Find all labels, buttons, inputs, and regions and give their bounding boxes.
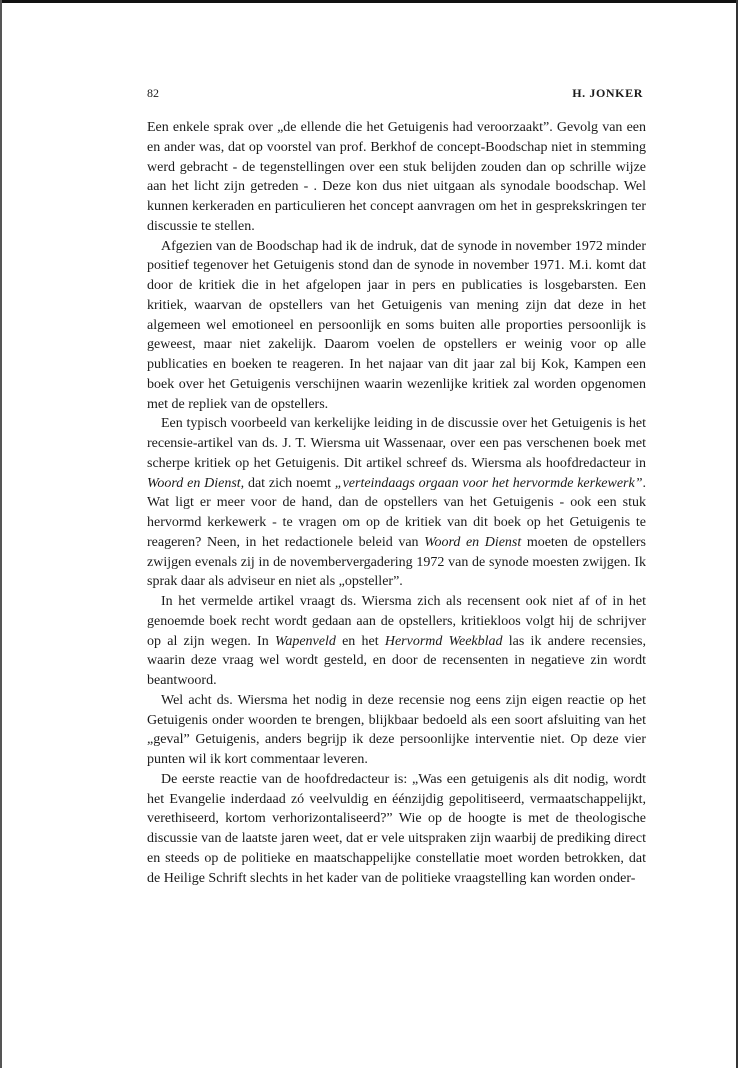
text-span: De eerste reactie van de hoofdredacteur is: „Was een getuigenis als dit nodig, wordt het Evangelie inderdaad zó veelvuldig en éénzijdig gepolitiseerd, vermaatschappelijkt, verethiseerd, kortom verhorizontaliseerd?” Wie op de hoogte is met de theologische discussie van de laatste jaren weet, dat er vele uitspraken zijn waarbij de prediking direct en steeds op de politieke en maatschappelijke constellatie moet worden betrokken, dat de Heilige Schrift slechts in het kader van de politieke vraagstelling kan worden onder- (147, 771, 646, 886)
italic-text: Woord en Dienst, (147, 475, 245, 491)
text-span: moeten de opstellers zwijgen evenals zij in de novembervergadering 1972 van de synode moesten zwijgen. Ik sprak daar als adviseur en niet als „opsteller”. (147, 534, 646, 590)
paragraph (147, 592, 646, 691)
paragraph (147, 770, 646, 889)
italic-text: Woord en Dienst (424, 534, 522, 550)
text-span: . Wat ligt er meer voor de hand, dan de opstellers van het Getuigenis - ook een stuk hervormd kerkewerk - te vragen om op de kritiek van dit boek op het Getuigenis te reageren? Neen, in het redactionele beleid van (147, 475, 647, 550)
body-text (147, 118, 646, 888)
text-span: Wel acht ds. Wiersma het nodig in deze recensie nog eens zijn eigen reactie op het Getuigenis onder woorden te brengen, blijkbaar bedoeld als een soort afsluiting van het „geval” Getuigenis, anders begrijp ik deze persoonlijke interventie niet. Op deze vier punten wil ik kort commentaar leveren. (147, 692, 646, 767)
left-border-rule (0, 0, 2, 1068)
text-span: Afgezien van de Boodschap had ik de indruk, dat de synode in november 1972 minder positief tegenover het Getuigenis stond dan de synode in november 1971. M.i. komt dat door de kritiek die in het afgelopen jaar in pers en publicaties is losgebarsten. Een kritiek, waarvan de opstellers van het Getuigenis van mening zijn dat deze in het algemeen wel emotioneel en persoonlijk en soms buiten alle proporties persoonlijk is geweest, maar niet zakelijk. Daarom voelen de opstellers er weinig voor op alle publicaties en boeken te reageren. In het najaar van dit jaar zal bij Kok, Kampen een boek over het Getuigenis verschijnen waarin wezenlijke kritiek zal worden opgenomen met de repliek van de opstellers. (147, 238, 646, 412)
paragraph (147, 691, 646, 770)
paragraph (147, 414, 646, 592)
paragraph (147, 118, 646, 237)
running-head: H. JONKER (572, 86, 643, 100)
text-span: Een enkele sprak over „de ellende die het Getuigenis had veroorzaakt”. Gevolg van een en ander was, dat op voorstel van prof. Berkhof de concept-Boodschap niet in stemming werd gebracht - de tegenstellingen over een stuk belijden zouden dan op schrille wijze aan het licht zijn getreden - . Deze kon dus niet uitgaan als synodale boodschap. Wel kunnen kerkeraden en particulieren het concept aanvragen om het in gesprekskringen ter discussie te stellen. (147, 120, 646, 234)
italic-text: Wapenveld (274, 633, 336, 649)
italic-text: Hervormd Weekblad (384, 633, 503, 649)
text-span: en het (335, 633, 385, 649)
page-number: 82 (147, 86, 159, 100)
text-span: In het vermelde artikel vraagt ds. Wiersma zich als recensent ook niet af of in het genoemde boek recht wordt gedaan aan de opstellers, kritiekloos volgt hij de schrijver op al zijn wegen. In (147, 594, 646, 649)
text-span: Een typisch voorbeeld van kerkelijke leiding in de discussie over het Getuigenis is het recensie-artikel van ds. J. T. Wiersma uit Wassenaar, over een pas verschenen boek met scherpe kritiek op het Getuigenis. Dit artikel schreef ds. Wiersma als hoofdredacteur in (147, 416, 646, 471)
text-span: las ik andere recensies, waarin deze vraag wel wordt gesteld, en door de recensenten in negatieve zin wordt beantwoord. (147, 633, 646, 688)
italic-text: „verteindaags orgaan voor het hervormde kerkewerk” (334, 475, 643, 491)
top-border-rule (0, 0, 738, 3)
paragraph (147, 237, 646, 415)
text-span: dat zich noemt (244, 475, 335, 491)
